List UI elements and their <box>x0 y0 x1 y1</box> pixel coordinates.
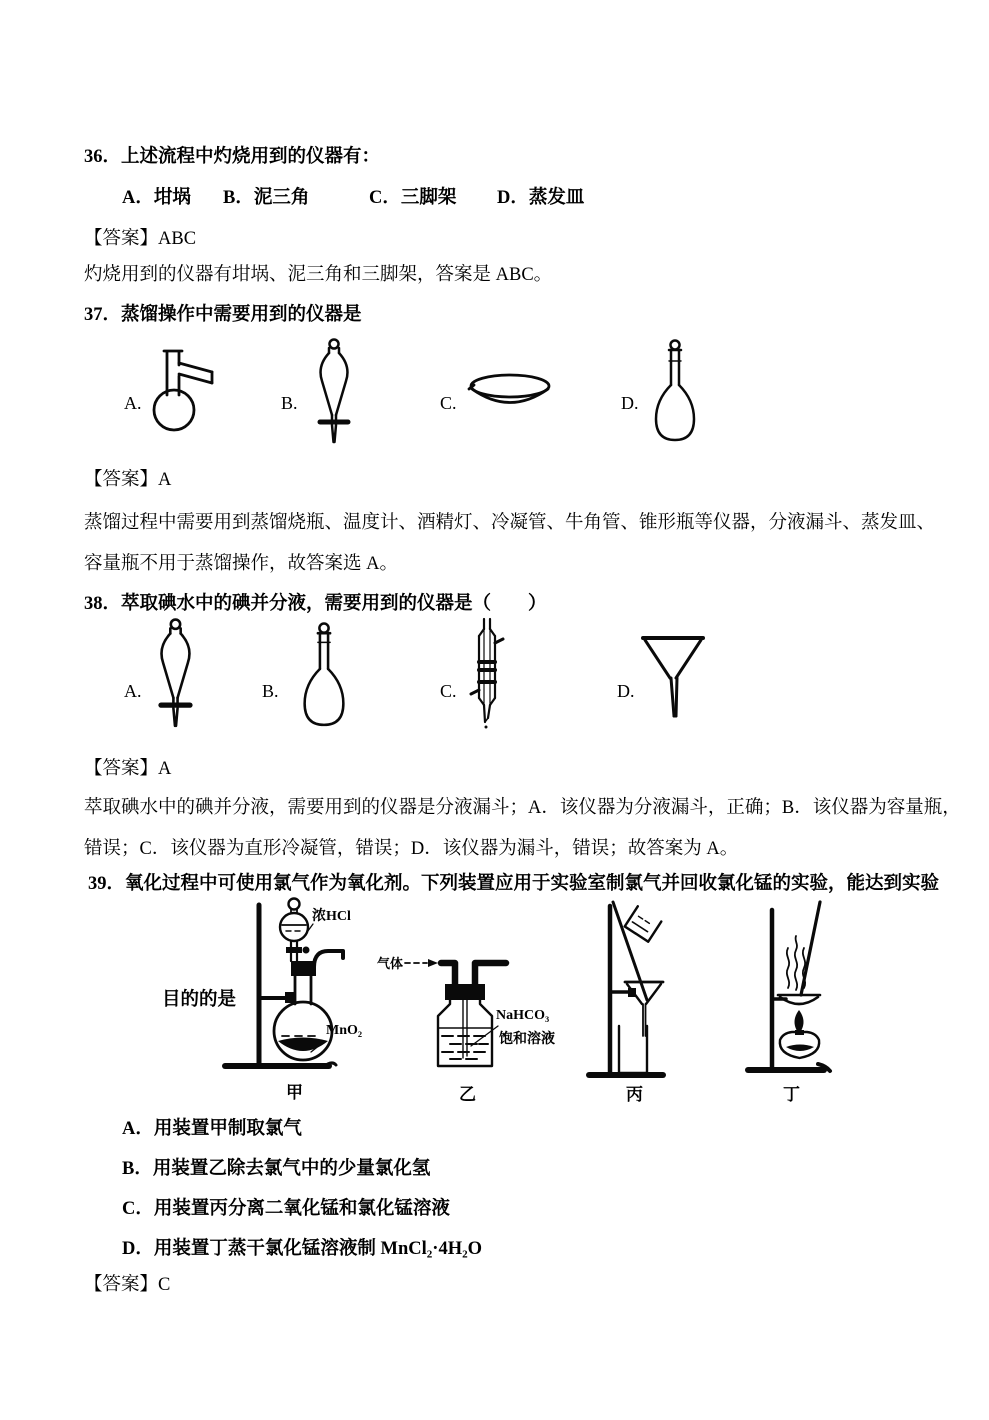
q36-explanation: 灼烧用到的仪器有坩埚、泥三角和三脚架，答案是 ABC。 <box>84 265 553 285</box>
funnel-icon <box>640 630 706 722</box>
answer-prefix: 【答案】 <box>84 229 159 249</box>
q36-option-b: B．泥三角 <box>223 188 310 208</box>
apparatus-bing-label: 丙 <box>626 1085 643 1104</box>
q39-number: 39． <box>88 874 126 894</box>
q36-option-c: C．三脚架 <box>369 188 457 208</box>
q37-letter-b: B. <box>281 393 298 413</box>
mno2-label: MnO₂ <box>326 1023 363 1038</box>
apparatus-ding-label: 丁 <box>783 1085 800 1104</box>
volumetric-flask-icon <box>652 339 698 445</box>
q39-stem-continued: 目的的是 <box>162 990 237 1010</box>
conc-hcl-label: 浓HCl <box>312 909 351 924</box>
q38-explanation-line2: 错误；C．该仪器为直形冷凝管，错误；D．该仪器为漏斗，错误；故答案为 A。 <box>84 839 739 859</box>
apparatus-yi-label: 乙 <box>459 1085 476 1104</box>
q37-answer <box>84 468 171 492</box>
q37-letter-d: D. <box>621 393 639 413</box>
q36-stem: 36．上述流程中灼烧用到的仪器有： <box>84 147 381 167</box>
q37-letter-c: C. <box>440 393 457 413</box>
apparatus-jia-label: 甲 <box>286 1083 303 1102</box>
q36-answer <box>84 227 196 251</box>
q39-stem: 39．氧化过程中可使用氯气作为氧化剂。下列装置应用于实验室制氯气并回收氯化锰的实验，能达到实验 <box>88 874 940 894</box>
saturated-solution-label: 饱和溶液 <box>499 1032 555 1047</box>
evaporating-dish-icon <box>467 372 553 414</box>
distillation-flask-icon <box>150 346 216 434</box>
answer-prefix: 【答案】 <box>84 759 159 779</box>
q39-option-c: C．用装置丙分离二氧化锰和氯化锰溶液 <box>122 1199 450 1219</box>
q37-stem: 37．蒸馏操作中需要用到的仪器是 <box>84 305 362 325</box>
q38-letter-b: B. <box>262 681 279 701</box>
q38-number: 38． <box>84 594 122 614</box>
separating-funnel-icon <box>312 338 357 446</box>
q39-option-b: B．用装置乙除去氯气中的少量氯化氢 <box>122 1159 431 1179</box>
q38-letter-a: A. <box>124 681 142 701</box>
q36-option-d: D．蒸发皿 <box>497 188 585 208</box>
q38-letter-d: D. <box>617 681 635 701</box>
answer-prefix: 【答案】 <box>84 470 159 490</box>
q39-apparatus-figure <box>0 890 989 1120</box>
q37-explanation-line2: 容量瓶不用于蒸馏操作，故答案选 A。 <box>84 554 398 574</box>
nahco3-label: NaHCO₃ <box>496 1008 550 1023</box>
volumetric-flask-icon <box>300 622 348 730</box>
q38-answer <box>84 757 171 781</box>
q38-explanation-line1: 萃取碘水中的碘并分液，需要用到的仪器是分液漏斗；A．该仪器为分液漏斗，正确；B．该仪器为容量瓶， <box>84 798 961 818</box>
answer-value: A <box>158 759 172 779</box>
q39-option-a: A．用装置甲制取氯气 <box>122 1119 302 1139</box>
q36-option-a: A．坩埚 <box>122 188 191 208</box>
q39-answer <box>84 1273 170 1297</box>
q39-option-d: D．用装置丁蒸干氯化锰溶液制 MnCl₂·4H₂O <box>122 1239 483 1259</box>
answer-prefix: 【答案】 <box>84 1275 159 1295</box>
answer-value: ABC <box>158 229 197 249</box>
q37-number: 37． <box>84 305 122 325</box>
separating-funnel-icon <box>152 618 200 730</box>
straight-condenser-icon <box>470 616 504 732</box>
gas-inlet-label: 气体 <box>377 956 404 971</box>
q36-number: 36． <box>84 147 122 167</box>
answer-value: C <box>158 1275 171 1295</box>
q37-letter-a: A. <box>124 393 142 413</box>
q38-letter-c: C. <box>440 681 457 701</box>
evaporation-apparatus-icon <box>730 898 842 1076</box>
q37-explanation-line1: 蒸馏过程中需要用到蒸馏烧瓶、温度计、酒精灯、冷凝管、牛角管、锥形瓶等仪器，分液漏斗、蒸发皿、 <box>84 513 936 533</box>
filtration-apparatus-icon <box>583 896 681 1082</box>
answer-value: A <box>158 470 172 490</box>
q38-stem: 38．萃取碘水中的碘并分液，需要用到的仪器是（ ） <box>84 594 547 614</box>
